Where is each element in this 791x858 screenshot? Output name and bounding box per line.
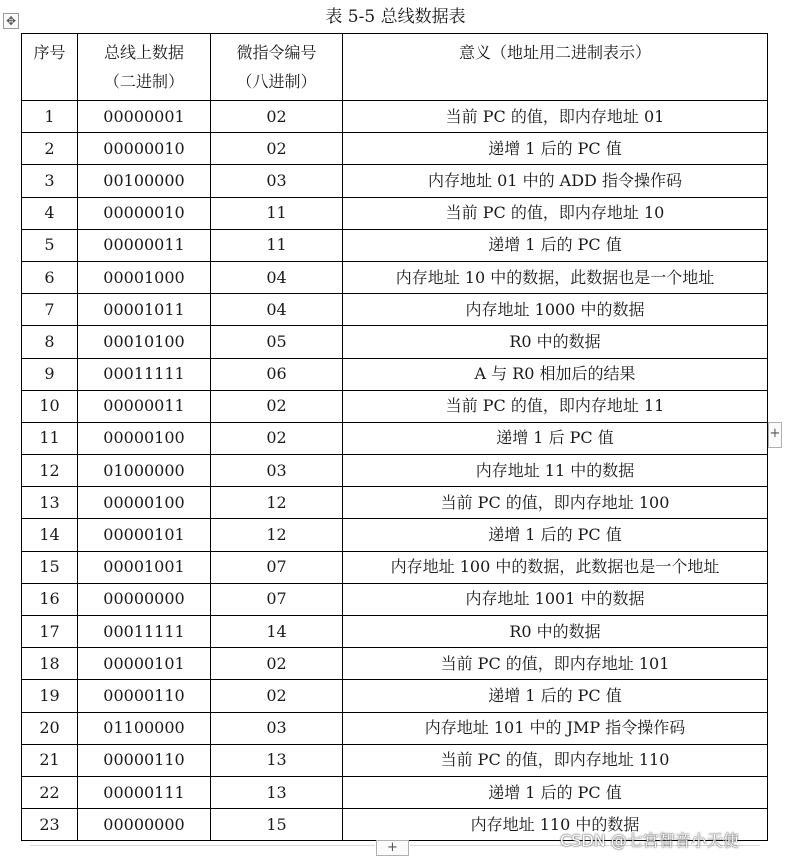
table-header [22,34,768,101]
add-row-icon[interactable]: + [376,840,409,856]
cell-seq: 14 [22,519,78,551]
table-move-handle-icon[interactable]: ✥ [3,13,19,29]
cell-bus-data: 00000010 [78,197,211,229]
cell-seq: 12 [22,455,78,487]
cell-seq: 15 [22,551,78,583]
table-row [22,551,768,583]
table-row [22,519,768,551]
cell-seq: 20 [22,712,78,744]
table-row [22,487,768,519]
cell-meaning: 递增 1 后 PC 值 [343,422,768,454]
cell-bus-data: 00010100 [78,326,211,358]
cell-meaning: R0 中的数据 [343,326,768,358]
cell-microinstruction: 02 [211,680,343,712]
cell-bus-data: 00000100 [78,422,211,454]
table-row [22,101,768,133]
cell-microinstruction: 14 [211,616,343,648]
cell-meaning: 递增 1 后的 PC 值 [343,519,768,551]
cell-microinstruction: 02 [211,133,343,165]
cell-bus-data: 00000000 [78,583,211,615]
cell-seq: 16 [22,583,78,615]
cell-microinstruction: 11 [211,197,343,229]
cell-bus-data: 00100000 [78,165,211,197]
cell-microinstruction: 07 [211,551,343,583]
watermark: CSDN @七宫智音小天使 [560,831,739,850]
cell-meaning: 内存地址 10 中的数据，此数据也是一个地址 [343,261,768,293]
cell-seq: 13 [22,487,78,519]
cell-microinstruction: 03 [211,165,343,197]
table-row [22,326,768,358]
table-row [22,712,768,744]
cell-seq: 5 [22,229,78,261]
cell-meaning: 内存地址 110 中的数据 [343,809,768,841]
cell-microinstruction: 02 [211,390,343,422]
header-microinstruction-line1: 微指令编号 [236,43,317,62]
cell-seq: 8 [22,326,78,358]
table-row [22,358,768,390]
insert-row-guide-left [30,845,375,846]
cell-microinstruction: 02 [211,422,343,454]
table-row [22,390,768,422]
table-row [22,616,768,648]
cell-bus-data: 00000101 [78,519,211,551]
cell-meaning: 当前 PC 的值，即内存地址 101 [343,648,768,680]
cell-bus-data: 00000001 [78,101,211,133]
table-row [22,294,768,326]
table-row [22,422,768,454]
table-row [22,165,768,197]
cell-microinstruction: 11 [211,229,343,261]
cell-bus-data: 00000100 [78,487,211,519]
cell-microinstruction: 02 [211,101,343,133]
cell-bus-data: 00000101 [78,648,211,680]
cell-meaning: 递增 1 后的 PC 值 [343,133,768,165]
cell-bus-data: 00011111 [78,616,211,648]
header-microinstruction-line2: （八进制） [236,72,317,91]
header-bus-data [78,34,211,101]
table-row [22,261,768,293]
table-row [22,197,768,229]
cell-meaning: 内存地址 1000 中的数据 [343,294,768,326]
table-body [22,101,768,841]
cell-bus-data: 00011111 [78,358,211,390]
cell-seq: 7 [22,294,78,326]
cell-seq: 1 [22,101,78,133]
cell-meaning: 当前 PC 的值，即内存地址 110 [343,744,768,776]
table-row [22,776,768,808]
cell-microinstruction: 02 [211,648,343,680]
cell-seq: 4 [22,197,78,229]
table-row [22,744,768,776]
table-row [22,455,768,487]
cell-meaning: 内存地址 1001 中的数据 [343,583,768,615]
cell-microinstruction: 12 [211,487,343,519]
cell-microinstruction: 03 [211,712,343,744]
cell-microinstruction: 12 [211,519,343,551]
cell-meaning: A 与 R0 相加后的结果 [343,358,768,390]
cell-microinstruction: 04 [211,261,343,293]
cell-bus-data: 00000011 [78,229,211,261]
cell-microinstruction: 06 [211,358,343,390]
cell-seq: 21 [22,744,78,776]
header-seq: 序号 [22,34,78,101]
cell-seq: 9 [22,358,78,390]
header-row [22,34,768,101]
cell-meaning: R0 中的数据 [343,616,768,648]
bus-data-table [21,33,768,841]
cell-meaning: 递增 1 后的 PC 值 [343,229,768,261]
cell-meaning: 内存地址 100 中的数据，此数据也是一个地址 [343,551,768,583]
cell-meaning: 递增 1 后的 PC 值 [343,776,768,808]
table-row [22,133,768,165]
cell-seq: 22 [22,776,78,808]
cell-bus-data: 01100000 [78,712,211,744]
cell-bus-data: 00000010 [78,133,211,165]
cell-meaning: 内存地址 101 中的 JMP 指令操作码 [343,712,768,744]
cell-seq: 6 [22,261,78,293]
cell-seq: 3 [22,165,78,197]
cell-bus-data: 00000110 [78,680,211,712]
cell-seq: 17 [22,616,78,648]
table-caption: 表 5-5 总线数据表 [325,7,466,27]
cell-bus-data: 00000011 [78,390,211,422]
cell-meaning: 内存地址 11 中的数据 [343,455,768,487]
header-bus-data-line2: （二进制） [103,72,184,91]
cell-bus-data: 00001000 [78,261,211,293]
cell-seq: 11 [22,422,78,454]
cell-meaning: 内存地址 01 中的 ADD 指令操作码 [343,165,768,197]
cell-meaning: 当前 PC 的值，即内存地址 01 [343,101,768,133]
table-row [22,680,768,712]
cell-seq: 19 [22,680,78,712]
cell-bus-data: 00000000 [78,809,211,841]
cell-seq: 23 [22,809,78,841]
table-row [22,229,768,261]
table-row [22,583,768,615]
cell-microinstruction: 15 [211,809,343,841]
cell-microinstruction: 13 [211,776,343,808]
cell-bus-data: 01000000 [78,455,211,487]
table-row [22,648,768,680]
header-meaning: 意义（地址用二进制表示） [343,34,768,101]
cell-microinstruction: 07 [211,583,343,615]
cell-microinstruction: 13 [211,744,343,776]
header-microinstruction [211,34,343,101]
cell-meaning: 当前 PC 的值，即内存地址 10 [343,197,768,229]
add-column-icon[interactable]: + [768,422,782,448]
cell-microinstruction: 04 [211,294,343,326]
cell-seq: 18 [22,648,78,680]
cell-meaning: 当前 PC 的值，即内存地址 11 [343,390,768,422]
cell-meaning: 递增 1 后的 PC 值 [343,680,768,712]
cell-bus-data: 00001011 [78,294,211,326]
cell-bus-data: 00000110 [78,744,211,776]
header-bus-data-line1: 总线上数据 [103,43,184,62]
cell-seq: 10 [22,390,78,422]
cell-microinstruction: 05 [211,326,343,358]
cell-microinstruction: 03 [211,455,343,487]
cell-bus-data: 00001001 [78,551,211,583]
cell-meaning: 当前 PC 的值，即内存地址 100 [343,487,768,519]
cell-seq: 2 [22,133,78,165]
cell-bus-data: 00000111 [78,776,211,808]
